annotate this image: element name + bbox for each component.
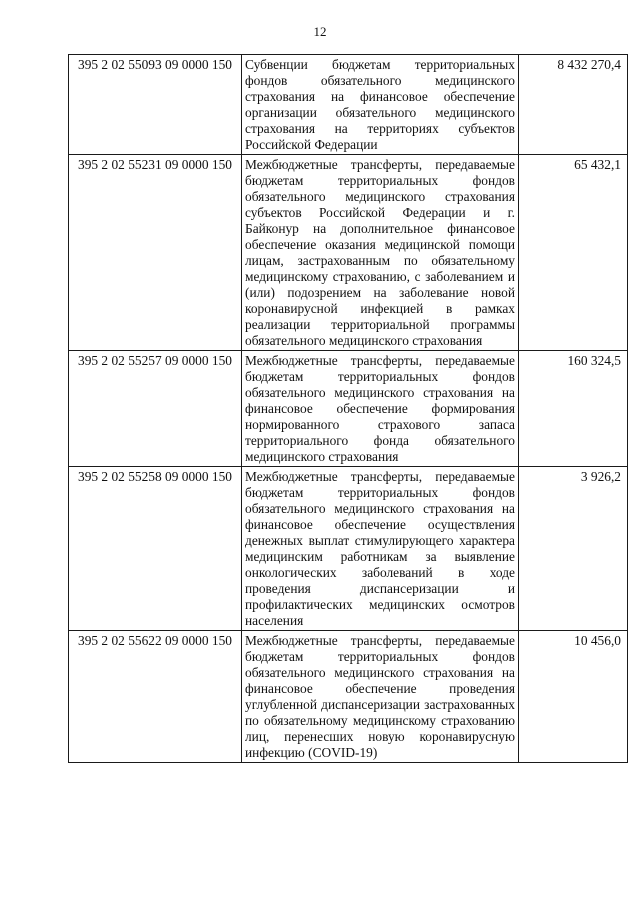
revenue-description: Межбюджетные трансферты, передаваемые бюджетам территориальных фондов обязательного медицинского страхования на финансовое обеспечение формирования нормированного страхового запаса территориального фонда обязательного медицинского страхования bbox=[242, 351, 519, 467]
budget-classification-code: 395 2 02 55622 09 0000 150 bbox=[69, 631, 242, 763]
revenue-amount: 160 324,5 bbox=[519, 351, 628, 467]
revenue-description: Межбюджетные трансферты, передаваемые бюджетам территориальных фондов обязательного медицинского страхования на финансовое обеспечение проведения углубленной диспансеризации застрахованных по обязательному медицинскому страхованию лиц, перенесших новую коронавирусную инфекцию (COVID-19) bbox=[242, 631, 519, 763]
revenue-description: Межбюджетные трансферты, передаваемые бюджетам территориальных фондов обязательного медицинского страхования на финансовое обеспечение осуществления денежных выплат стимулирующего характера медицинским работникам за выявление онкологических заболеваний в ходе проведения диспансеризации и профилактических медицинских осмотров населения bbox=[242, 467, 519, 631]
table-row bbox=[69, 55, 628, 155]
revenue-amount: 3 926,2 bbox=[519, 467, 628, 631]
page-number: 12 bbox=[313, 24, 327, 39]
budget-classification-code: 395 2 02 55258 09 0000 150 bbox=[69, 467, 242, 631]
budget-revenue-table bbox=[68, 54, 628, 763]
budget-classification-code: 395 2 02 55231 09 0000 150 bbox=[69, 155, 242, 351]
table-row bbox=[69, 155, 628, 351]
revenue-amount: 10 456,0 bbox=[519, 631, 628, 763]
revenue-description: Субвенции бюджетам территориальных фондов обязательного медицинского страхования на финансовое обеспечение организации обязательного медицинского страхования на территориях субъектов Российской Федерации bbox=[242, 55, 519, 155]
table-row bbox=[69, 351, 628, 467]
budget-classification-code: 395 2 02 55257 09 0000 150 bbox=[69, 351, 242, 467]
table-row bbox=[69, 631, 628, 763]
revenue-amount: 8 432 270,4 bbox=[519, 55, 628, 155]
revenue-description: Межбюджетные трансферты, передаваемые бюджетам территориальных фондов обязательного медицинского страхования субъектов Российской Федерации и г. Байконур на дополнительное финансовое обеспечение оказания медицинской помощи лицам, застрахованным по обязательному медицинскому страхованию, с заболеванием и (или) подозрением на заболевание новой коронавирусной инфекцией в рамках реализации территориальной программы обязательного медицинского страхования bbox=[242, 155, 519, 351]
budget-classification-code: 395 2 02 55093 09 0000 150 bbox=[69, 55, 242, 155]
revenue-amount: 65 432,1 bbox=[519, 155, 628, 351]
table-row bbox=[69, 467, 628, 631]
